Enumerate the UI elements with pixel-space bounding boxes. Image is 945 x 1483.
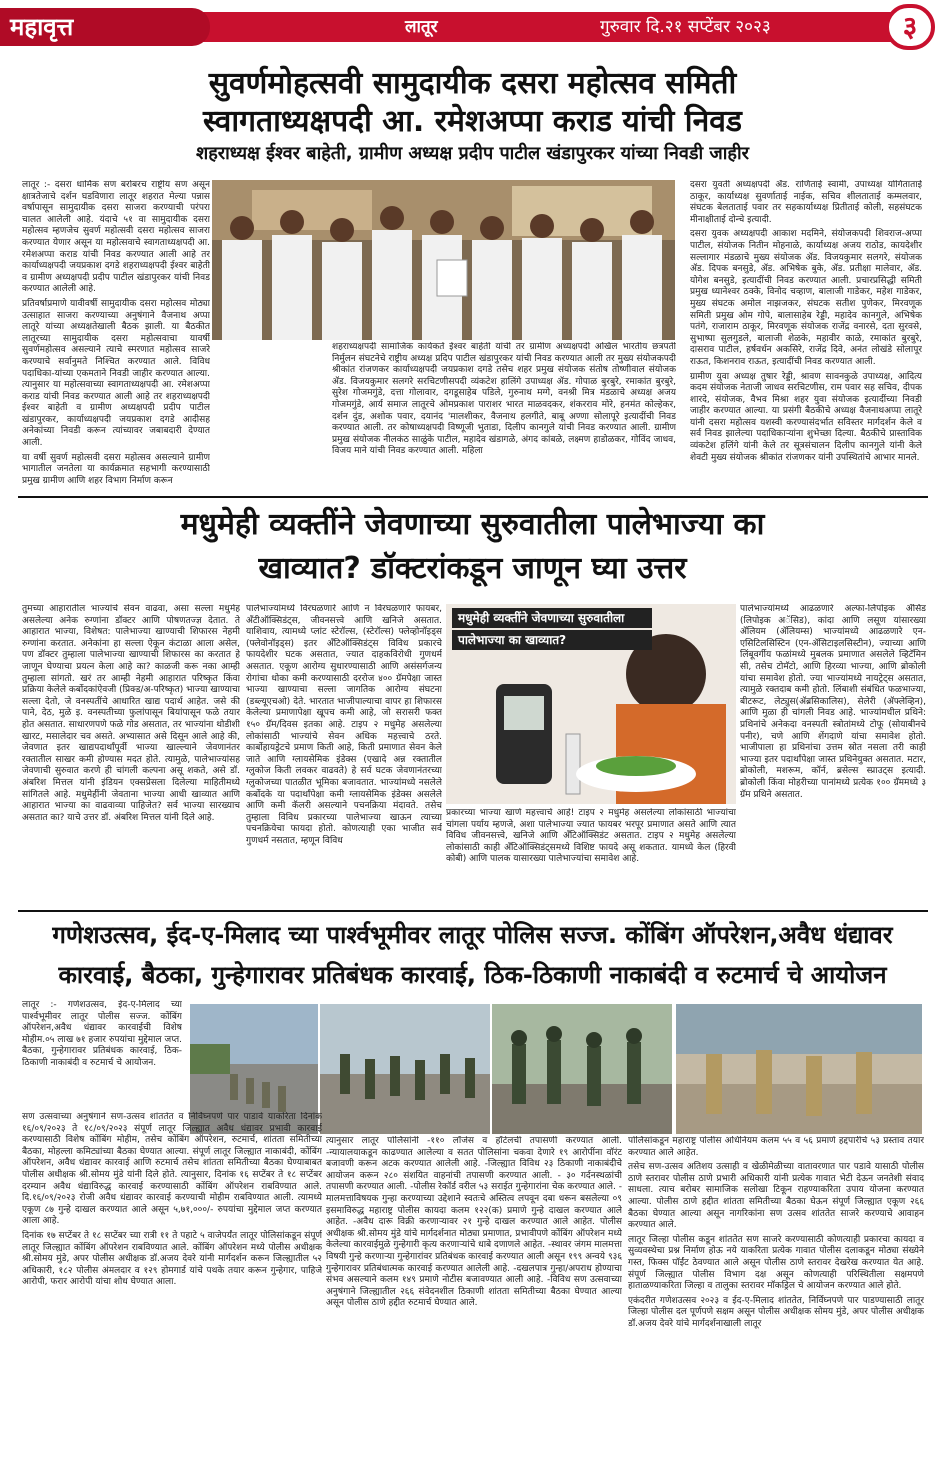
article3-column-3 bbox=[628, 1136, 924, 1472]
article3-col1-para: सण उत्सवाच्या अनुषंगाने सण-उत्सव शांततेत व निर्विघ्नपणे पार पाडावे याकरिता दिनांक १६/०९/२०२३ ते १८/०९/२०२३ संपूर्ण लातूर जिल्ह्यात अवैध धंद्यावर प्रभावी कारवाई करण्यासाठी विशेष कोंबिंग मोहीम, तसेच कोंबिंग ऑपरेशन, रुटमार्च, शांतता समितीच्या बैठका, मोहल्ला कमिट्यांच्या बैठका घेण्यात आल्या. संपूर्ण लातूर जिल्ह्यात नाकाबंदी, कोंबिंग ऑपरेशन, अवैध धंद्यावर कारवाई आणि रुटमार्च तसेच शांतता समितीच्या बैठका घेण्याबाबत पोलीस अधीक्षक श्री.सोमय मुंडे यांनी दिले होते. त्यानुसार, दिनांक १६ सप्टेंबर ते १८ सप्टेंबर दरम्यान अवैध धंद्याविरुद्ध कारवाई करण्यासाठी कोंबिंग ऑपरेशन राबविण्यात आले. दि.१६/०९/२०२३ रोजी अवैध धंद्यावर कारवाई करण्याची मोहीम राबविण्यात आली. त्यामध्ये एकूण ८७ गुन्हे दाखल करण्यात आले असून ५,७१,०००/- रुपयांचा मुद्देमाल जप्त करण्यात आला आहे. bbox=[22, 1112, 322, 1227]
article1-column-3 bbox=[690, 180, 922, 487]
article3-col3-para: पोलिसांकडून महाराष्ट्र पोलीस अधिनियम कलम ५५ व ५६ प्रमाणे हद्दपारीचे ५३ प्रस्ताव तयार करण्यात आले आहेत. bbox=[628, 1136, 924, 1158]
article1-headline-line2: स्वागताध्यक्षपदी आ. रमेशअप्पा कराड यांची निवड bbox=[203, 104, 742, 139]
police-march-photo bbox=[320, 1004, 490, 1134]
article3-col1-para: लातूर :- गणेशउत्सव, ईद-ए-मिलाद च्या पार्श्वभूमीवर लातूर पोलीस सज्ज. कोंबिंग ऑपरेशन,अवैध धंद्यावर कारवाईची विशेष मोहीम.०५ लाख ७१ हजार रुपयांचा मुद्देमाल जप्त. बैठका, गुन्हेगारावर प्रतिबंधक कारवाई, ठिक-ठिकाणी नाकाबंदी व रुटमार्च चे आयोजन. bbox=[22, 1000, 182, 1068]
article2-column-1 bbox=[22, 604, 240, 904]
inset-title-line1: मधुमेही व्यक्तींने जेवणाच्या सुरुवातीला bbox=[452, 608, 652, 628]
article2-inset-title bbox=[452, 608, 652, 652]
issue-date: गुरुवार दि.२१ सप्टेंबर २०२३ bbox=[600, 17, 771, 37]
newspaper-logo: महावृत्त bbox=[0, 8, 210, 46]
article2-column-4 bbox=[740, 604, 926, 904]
article1-col1-para: लातूर :- दसरा धार्मिक सण बरोबरच राष्ट्रीय सण असून क्षात्रतेजाचे दर्शन घडविणारा लातूर शहरात मेल्या पन्नास वर्षापासून सामुदायीक दसरा साजरा करण्याची परंपरा चालत आलेली आहे. यंदाचे ५१ वा सामुदायीक दसरा महोत्सव म्हणजेच सुवर्ण महोत्सवी दसरा महोत्सव साजरा करण्यात येणार असून या महोत्सवाचे स्वागताध्यक्षपदी आ. रमेशअप्पा कराड यांची निवड करण्यात आली आहे तर कार्याध्यक्षपदी जयप्रकाश दगडे शहराध्यक्षपदी ईश्वर बाहेती व ग्रामीण अध्यक्षपदी प्रदीप पाटील खंडापुरकर यांची निवड करण्यात आलेली आहे. bbox=[22, 180, 210, 295]
article2-col3-para: प्रकारच्या भाज्या खाणे महत्त्वाचे आहे! टाइप २ मधुमेह असलेल्या लोकांसाठी भाज्यांचा चांगला पर्याय म्हणजे, अशा पालेभाज्या ज्यात फायबर भरपूर प्रमाणात असते आणि त्यात विविध जीवनसत्त्वे, खनिजे आणि अँटिऑक्सिडंट असतात. टाइप २ मधुमेह असलेल्या लोकांसाठी काही अँटिऑक्सिडंट्समध्ये विशिष्ट फायदे असू शकतात. यामध्ये केल (हिरवी कोबी) आणि पालक यासारख्या पालेभाज्यांचा समावेश आहे. bbox=[446, 808, 736, 865]
article2-headline-line1: मधुमेही व्यक्तींने जेवणाच्या सुरुवातीला पालेभाज्या का bbox=[180, 507, 765, 542]
article2-col1-para: तुमच्या आहारातील भाज्यांचे सेवन वाढवा, असा सल्ला मधुमेह असलेल्या अनेक रुग्णांना डॉक्टर आणि पोषणतज्ज्ञ देतात. ते आहारात भाज्या, विशेषत: पालेभाज्या खाण्याची शिफारस नेहमी रुग्णांना करतात. अनेकांना हा सल्ला ऐकून कंटाळा आला असेल, पण डॉक्टर तुम्हाला पालेभाज्या खाण्याची शिफारस का करतात हे जाणून घेण्याचा प्रयत्न केला आहे का? काळजी करू नका आम्ही तुम्हाला सांगतो. खरं तर आम्ही नेहमी आहारात परिष्कृत किंवा प्रक्रिया केलेले कर्बोदकांऐवजी (प्रिक्ड/अ-परिष्कृत) भाज्या खाण्याचा सल्ला देतो, जे वनस्पतींचे आधारित खाद्य पदार्थ आहेत. जसे की पाने, देठ, मुळे इ. वनस्पतीच्या फुलांपासून बियांपासून फळे तयार होत असतात. साधारणपणे फळे गोड असतात, तर भाज्यांना थोडीशी खारट, मसालेदार चव असते. अभ्यासात असे दिसून आले आहे की, जेवणात इतर खाद्यपदार्थांपूर्वी भाज्या खाल्ल्याने जेवणानंतर रक्तातील साखर कमी होण्यास मदत होते. त्यामुळे, पालेभाज्यांसह जेवणाची सुरुवात करणे ही चांगली कल्पना असू शकते, असे डॉ. अंबरिश मित्तल यांनी इंडियन एक्सप्रेसला दिलेल्या माहितीमध्ये सांगितले आहे. मधुमेहींनी जेवताना भाज्या आधी खाव्यात आणि आहारात भाज्या का वाढवाव्या पाहिजेत? सर्व भाज्या सारख्याच असतात का? याचे उत्तर डॉ. अंबरिश मित्तल यांनी दिले आहे. bbox=[22, 604, 240, 823]
article3-col3-para: लातूर जिल्हा पोलीस कडून शांततेत सण साजरे करण्यासाठी कोणत्याही प्रकारचा कायदा व सुव्यवस्थेचा प्रश्न निर्माण होऊ नये याकरिता प्रत्येक गावात पोलीस दलाकडून मोठ्या संख्येने गस्त, फिक्स पॉईंट ठेवण्यात आले असून पोलीस ठाणे स्तरावर देखरेख करण्यात येत आहे. संपूर्ण जिल्ह्यात पोलीस विभाग दक्ष असून कोणत्याही परिस्थितीला सक्षमपणे हाताळण्याकरिता जिल्हा व तालुका स्तरावर मॉकड्रिल चे आयोजन करण्यात आले होते. bbox=[628, 1234, 924, 1292]
article1-col1-para: प्रतिवर्षाप्रमाणे यावीवर्षी सामुदायीक दसरा महोत्सव मोठ्या उत्साहात साजरा करण्याच्या अनुषंगाने वैजनाथ अप्पा लातूरे यांच्या अध्यक्षतेखाली बैठक झाली. या बैठकीत लातूरच्या सामुदायीक दसरा महोत्सवाचा यावर्षी सुवर्णमहोत्सव असल्याने त्याचे स्मरणात महोत्सव साजरे करण्याचे सर्वानुमते निश्चित करण्यात आले. विविध पदाधिका-यांच्या एकमताने निवडी जाहीर करण्यात आल्या. त्यानुसार या महोत्सवाच्या स्वागताध्यक्षपदी आ. रमेशअप्पा कराड यांची निवड करण्यात आली आहे तर शहराध्यक्षपदी ईश्वर बाहेती व ग्रामीण अध्यक्षपदी प्रदीप पाटील खंडापुरकर, कार्याध्यक्षपदी जयप्रकाश दगडे आदीसह अनेकांच्या निवडी करून त्यांच्यावर जबाबदारी देण्यात आली. bbox=[22, 298, 210, 449]
masthead bbox=[0, 0, 945, 50]
article1-col2-para: शहराध्यक्षपदी सामाजिक कार्यकर्ते ईश्वर बाहेती यांची तर ग्रामीण अध्यक्षपदी अखिल भारतीय छत्रपती निर्मुलन संघटनेचे राष्ट्रीय अध्यक्ष प्रदिप पाटील खंडापुरकर यांची निवड करण्यात आली तर मुख्य संयोजकपदी श्रीकांत रांजणकर कार्याध्यक्षपदी जयप्रकाश दगडे तसेच शहर प्रमुख संयोजक संतोष तोष्णीवाल संयोजक ॲड. विजयकुमार सलगरे सरचिटणीसपदी व्यंकटेश हालिंगे उपाध्यक्ष ॲड. गोपाळ बुरबुरे, रमाकांत बुरबुरे, सुरेश गोजमगुंडे, दत्ता गोलावार, दगडूसाहेब पडिले, गुरुनाथ मग्गे, वनश्री मित्र मंडळाचे अध्यक्ष अजय गोजमगुंडे, आर्य समाज लातूरचे ओमप्रकाश पाराशर भारत माळवदकर, शंकरराव मोरे, हनमंत कोल्हेकर, दर्शन दुंड, अशोक पवार, दयानंद 'मालशीकर, वैजनाथ हलगीते, बाबू अण्णा सोलापूरे इत्यादींची निवड करण्यात आली. तर कोषाध्यक्षपदी विष्णूजी भुताडा, दिलीप कानगुले यांची निवड करण्यात आली. ग्रामीण प्रमुख संयोजक नीलकंठ साळुंके पाटील, महादेव खंडागळे, अंगद कांबळे, लक्ष्मण हाडोळकर, गोविंद जाधव, विजय माने यांची निवड करण्यात आली. महिला bbox=[332, 342, 676, 457]
article1-subhead: शहराध्यक्ष ईश्वर बाहेती, ग्रामीण अध्यक्ष प्रदीप पाटील खंडापुरकर यांच्या निवडी जाहीर bbox=[195, 143, 750, 164]
page-number: ३ bbox=[885, 4, 935, 50]
article2-headline-line2: खाव्यात? डॉक्टरांकडून जाणून घ्या उत्तर bbox=[258, 551, 687, 586]
article1-column-2 bbox=[332, 342, 676, 487]
article3-col3-para: एकंदरीत गणेशउत्सव २०२३ व ईद-ए-मिलाद शांततेत, निर्विघ्नपणे पार पाडण्यासाठी लातूर जिल्हा पोलीस दल पूर्णपणे सक्षम असून पोलीस अधीक्षक सोमय मुंडे, अपर पोलीस अधीक्षक डॉ.अजय देवरे यांचे मार्गदर्शनाखाली लातूर bbox=[628, 1295, 924, 1329]
article3-headline-line2: कारवाई, बैठका, गुन्हेगारावर प्रतिबंधक कारवाई, ठिक-ठिकाणी नाकाबंदी व रुटमार्च चे आयोजन bbox=[58, 961, 887, 989]
article3-photo-2 bbox=[320, 1004, 490, 1134]
section-divider bbox=[18, 910, 928, 912]
section-divider bbox=[18, 496, 928, 498]
inset-title-line2: पालेभाज्या का खाव्यात? bbox=[452, 630, 652, 650]
article3-photo-4 bbox=[676, 1004, 922, 1134]
article1-col3-para: ग्रामीण युवा अध्यक्ष तुषार रेड्डी, श्रावण सावनकुळे उपाध्यक्ष, आदित्य कदम संयोजक नेताजी जाधव सरचिटणीस, राम पवार सह सचिव, दीपक शारदे, संयोजक, वैभव मिश्रा शहर युवा संयोजक इत्यादींच्या निवडी जाहीर करण्यात आल्या. या प्रसंगी बैठकीचे अध्यक्ष वैजनाथअप्पा लातूरे यांनी दसरा महोत्सव यशस्वी करण्यासंदर्भात सविस्तर मार्गदर्शन केले व सर्व निवड झालेल्या पदाधिकाऱ्यांना शुभेच्छा दिल्या. बैठकीचे प्रास्ताविक व्यंकटेश हलिंगे यांनी केले तर सूत्रसंचालन दिलीप कानगुले यांनी केले शेवटी मुख्य संयोजक श्रीकांत रांजणकर यांनी उपस्थितांचे आभार मानले. bbox=[690, 371, 922, 463]
police-march-photo bbox=[492, 1004, 672, 1134]
article3-col3-para: तसेच सण-उत्सव अतिशय उत्साही व खेळीमेळीच्या वातावरणात पार पडावे यासाठी पोलीस ठाणे स्तरावर पोलीस ठाणे प्रभारी अधिकारी यांनी प्रत्येक गावात भेटी देऊन जनतेशी संवाद साधला. त्याच बरोबर सामाजिक सलोखा टिकून राहण्याकरिता उपाय योजना करण्यात आल्या. पोलीस ठाणे हद्दीत शांतता समितीच्या बैठका घेऊन संपूर्ण जिल्ह्यात एकूण २६६ बैठका घेण्यात आल्या असून नागरिकांना सण उत्सव शांततेत साजरे करण्याचे आवाहन करण्यात आले. bbox=[628, 1162, 924, 1231]
article3-column-1-intro bbox=[22, 1000, 182, 1110]
group-photo-image bbox=[212, 180, 675, 340]
article1-col3-para: दसरा युवती अध्यक्षपदी ॲड. राणिताई स्वामी, उपाध्यक्ष योगिताताई ठाकूर, कार्याध्यक्ष सुवर्णाताई नाईक, सचिव शीलताताई कम्मलवार, संघटक बेलताताई पवार तर सहकार्याध्यक्ष प्रितीताई कोली, सहसंघटक मीनाक्षीताई दोन्चे इत्यादी. bbox=[690, 180, 922, 225]
article3-column-1 bbox=[22, 1112, 322, 1472]
article1-column-1 bbox=[22, 180, 210, 485]
article2-col2-para: पालेभाज्यांमध्ये विरघळणारे आणि न विरघळणारे फायबर, अँटीऑक्सिडंट्स, जीवनसत्त्वे आणि खनिजे असतात. याशिवाय, त्यामध्ये प्लांट स्टेरॉल्स, (स्टेरॉल्स) फ्लेव्होनॉइड्स (फ्लेवोनॉइड्स) इतर अँटिऑक्सिडंट्स विविध प्रकारचे फायदेशीर घटक असतात, ज्यात दाहकविरोधी गुणधर्म असतात. एकूण आरोग्य सुधारण्यासाठी आणि असंसर्गजन्य रोगांचा धोका कमी करण्यासाठी दररोज ४०० ग्रॅमपेक्षा जास्त भाज्या खाण्याचा सल्ला जागतिक आरोग्य संघटना (डब्ल्यूएचओ) देते. भारतात भाजीपाल्याचा वापर हा शिफारस केलेल्या प्रमाणापेक्षा खूपच कमी आहे, जो सरासरी फक्त १५० ग्रॅम/दिवस इतका आहे. टाइप २ मधुमेह असलेल्या लोकांसाठी भाज्यांचे सेवन अधिक महत्त्वाचे ठरते. कार्बोहायड्रेटचे प्रमाण किती आहे, किती प्रमाणात सेवन केले जाते आणि ग्लायसेमिक इंडेक्स (एखादे अन्न रक्तातील ग्लुकोज किती लवकर वाढवते) हे सर्व घटक जेवणानंतरच्या ग्लुकोजच्या पातळीत भूमिका बजावतात. भाज्यांमध्ये नसलेले कर्बोदके या पदार्थांपेक्षा कमी ग्लायसेमिक इंडेक्स असलेले आणि कमी कॅलरी असल्याने पचनक्रिया मंदावते. तसेच तुम्हाला विविध प्रकारच्या पालेभाज्या खाऊन त्याच्या पचनक्रियेचा फायदा होतो. कोणत्याही एका भाजीत सर्व गुणधर्म नसतात, म्हणून विविध bbox=[246, 604, 442, 846]
article1-col1-para: या वर्षी सुवर्ण महोत्सवी दसरा महोत्सव असल्याने ग्रामीण भागातील जनतेला या कार्यक्रमात सहभागी करण्यासाठी प्रमुख ग्रामीण आणि शहर विभाग निर्माण करून bbox=[22, 452, 210, 485]
article3-photo-3 bbox=[492, 1004, 672, 1134]
article3-column-2 bbox=[326, 1136, 622, 1472]
article2-column-2 bbox=[246, 604, 442, 904]
article3-col1-para: दिनांक १७ सप्टेंबर ते १८ सप्टेंबर च्या रात्री ११ ते पहाटे ५ वाजेपर्यंत लातूर पोलिसांकडून संपूर्ण लातूर जिल्ह्यात कोंबिंग ऑपरेशन राबविण्यात आले. कोंबिंग ऑपरेशन मध्ये पोलीस अधीक्षक श्री.सोमय मुंडे, अपर पोलीस अधीक्षक डॉ.अजय देवरे यांनी मार्गदर्शन करून जिल्ह्यातील ५२ अधिकारी, १८२ पोलीस अंमलदार व १२९ होमगार्ड यांचे पथके तयार करून गुन्हेगार, पाहिजे आरोपी, फरार आरोपी यांचा शोध घेण्यात आला. bbox=[22, 1230, 322, 1288]
article3-col2-para: त्यानुसार लातूर पोलिसांनी -११० लॉजेस व हॉटेलची तपासणी करण्यात आली. -न्यायालयाकडून काढण्यात आलेल्या व सतत पोलिसांना चकवा देणारे १९ आरोपींना वॉरंट बजावणी करून अटक करण्यात आलेली आहे. -जिल्ह्यात विविध २३ ठिकाणी नाकाबंदीचे आयोजन करून २८० संशयित वाहनांची तपासणी करण्यात आली. - ३० गर्दनस्थळांची तपासणी करण्यात आली. -पोलीस रेकॉर्ड वरील ५३ सराईत गुन्हेगारांना चेक करण्यात आले. - मालमत्ताविषयक गुन्हा करण्याच्या उद्देशाने स्वतःचे अस्तित्व लपवून दबा धरून बसलेल्या ०९ इसमाविरुद्ध महाराष्ट्र पोलीस कायदा कलम १२२(क) प्रमाणे गुन्हे दाखल करण्यात आले आहेत. -अवैध दारू विक्री करणाऱ्यावर २१ गुन्हे दाखल करण्यात आले आहेत. पोलीस अधीक्षक श्री.सोमय मुंडे यांचे मार्गदर्शनात मोठ्या प्रमाणात, प्रभावीपणे कोंबिंग ऑपरेशन मध्ये केलेल्या कारवाईमुळे गुन्हेगारी कृत्य करणाऱ्यांचे धाबे दणाणले आहेत. -स्थावर जंगम मालमत्ता विषयी गुन्हे करणाऱ्या गुन्हेगारांवर प्रतिबंधक कारवाई करण्यात आली असून १९९ अन्वये ९३६ गुन्हेगारावर प्रतिबंधात्मक कारवाई करण्यात आलेली आहे. -दखलपात्र गुन्हा/अपराध होण्याचा संभव असल्याने कलम १४९ प्रमाणे नोटीस बजावण्यात आली आहे. -विविध सण उत्सवाच्या अनुषंगाने जिल्ह्यातील २६६ संवेदनशील ठिकाणी शांतता समितीच्या बैठका घेण्यात आल्या असून पोलीस ठाणे हद्दीत रुटमार्च घेण्यात आले. bbox=[326, 1136, 622, 1309]
article3-headline-line1: गणेशउत्सव, ईद-ए-मिलाद च्या पार्श्वभूमीवर लातूर पोलिस सज्ज. कोंबिंग ऑपरेशन,अवैध धंद्यावर bbox=[52, 921, 893, 949]
article1-col3-para: दसरा युवक अध्यक्षपदी आकाश मदमिने, संयोजकपदी शिवराज-अप्पा पाटील, संयोजक नितीन मोहनाळे, कार्याध्यक्ष अजय राठोड, कायदेशीर सल्लागार मंडळाचे मुख्य संयोजक ॲड. विजयकुमार सलगरे, संयोजक ॲड. दिपक बनसुडे, ॲड. अभिषेक बुके, ॲड. प्रतीक्षा मालेवार, ॲड. योगेश बनसुडे, इत्यादींची निवड करण्यात आली. प्रचारप्रसिद्धी समिती प्रमुख ध्यानेश्वर ठक्के, विनोद चव्हाण, बालाजी गाडेकर, महेश गाडेकर, मुख्य संघटक अमोल नाझजकर, संघटक सतीश पुणेकर, मिरवणूक समिती प्रमुख ओम गोपे, बालासाहेब रेड्डी, महादेव कानगुले, अभिषेक पतंगे, राजाराम ठाकूर, मिरवणूक संयोजक राजेंद्र वनारसे, दता सुरवसे, सुभाष्पा सुलगुडले, बालाजी शेळके, महावीर काळे, रमाकांत बुरबुरे, दासराव पाटील, हर्षवर्धन अकसिरे, राजेंद्र दिवे, अनंत लोखंडे सोलापूर राऊत, किशनराव राऊत, इत्यादींची निवड करण्यात आली. bbox=[690, 229, 922, 367]
police-march-photo bbox=[676, 1004, 922, 1134]
article1-headline-line1: सुवर्णमोहत्सवी सामुदायीक दसरा महोत्सव समिती bbox=[208, 66, 737, 101]
edition-city: लातूर bbox=[405, 17, 438, 37]
article2-column-3 bbox=[446, 808, 736, 904]
article1-group-photo bbox=[212, 180, 675, 340]
article2-col4-para: पालेभाज्यांमध्ये आढळणारे अल्फा-लिपोइक ॲसिड (लिपोइक अॅसिड), कांदा आणि लसूण यांसारख्या ॲलियम (ॲलियम्स) भाज्यांमध्ये आढळणारे एन-एसिटिलसिस्टिन (एन-ॲसिटाइलसिस्टीन), ज्याच्या आणि लिंबूवर्गीय फळांमध्ये मुबलक प्रमाणात असलेले व्हिटॅमिन सी, तसेच टोमॅटो, आणि हिरव्या भाज्या, आणि ब्रोकोली यांचा समावेश होतो. ज्या भाज्यांमध्ये नायट्रेट्स असतात, त्यामुळे रक्तदाब कमी होतो. लिंबाशी संबंधित फळभाज्या, बीटरूट, लेट्युस(ॲब्रसिकालिस), सेलेरी (ॲफ्लेव्हिन), आणि मुळा ही चांगली निवड आहे. भाज्यांमधील प्रथिने: प्रथिनांचे अनेकदा वनस्पती स्त्रोतांमध्ये टोफू (सोयाबीनचे पनीर), चणे आणि शेंगदाणे यांचा समावेश होतो. भाजीपाला हा प्रथिनांचा उत्तम स्रोत नसला तरी काही भाज्या इतर पदार्थांपेक्षा जास्त प्रथिनेयुक्त असतात. मटार, ब्रोकोली, मशरूम, कॉर्न, ब्रसेल्स स्प्राउट्स इत्यादी. ब्रोकोली किंवा मोहरीच्या पानांमध्ये प्रत्येक १०० ग्रॅममध्ये ३ ग्रॅम प्रथिने असतात. bbox=[740, 604, 926, 800]
